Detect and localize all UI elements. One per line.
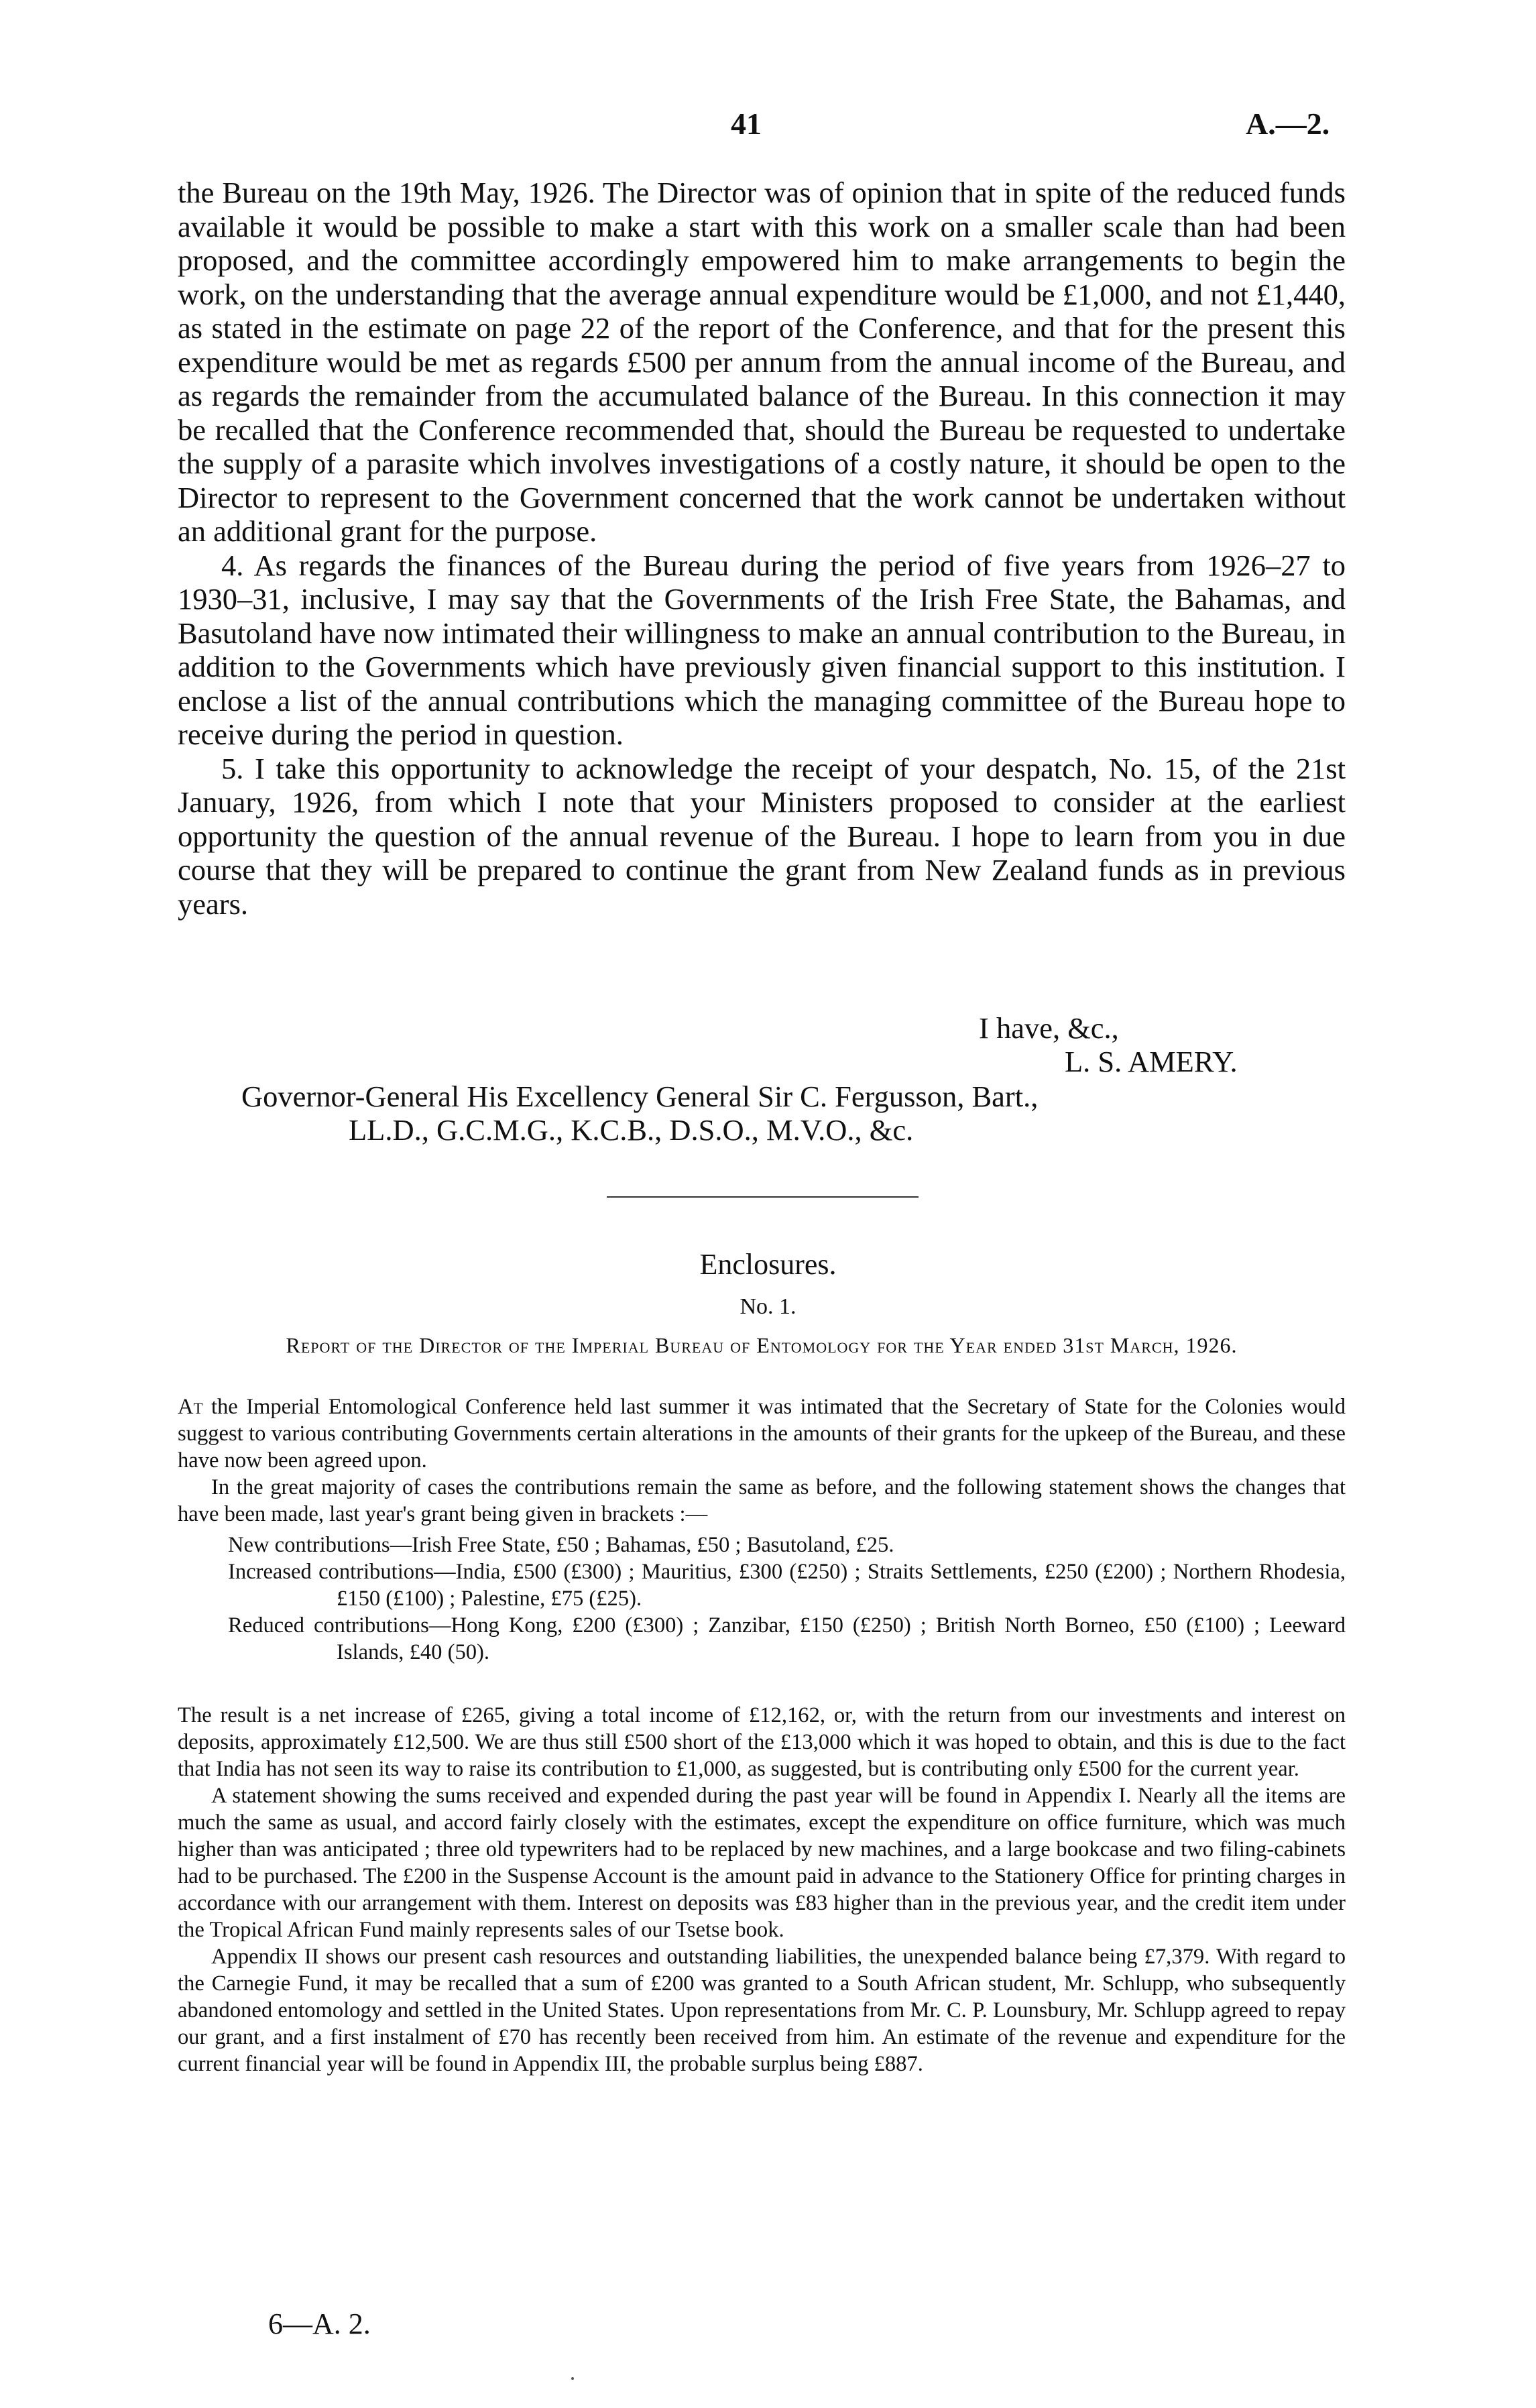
document-reference: A.—2. [1246, 107, 1330, 141]
letter-paragraph-4: 4. As regards the finances of the Bureau during the period of five years from 1926–27 to 1930–31, inclusive, I may say that the Governments of the Irish Free State, the Bahamas, and Basutoland have now intimated their willingness to make an annual contribution to the Bureau, in addition to the Governments which have previously given financial support to this institution. I enclose a list of the annual contributions which the managing committee of the Bureau hope to receive during the period in question. [178, 548, 1346, 751]
section-divider [607, 1196, 919, 1198]
letter-closing: I have, &c., [979, 1011, 1119, 1045]
printer-signature-mark: 6—A. 2. [268, 2307, 371, 2340]
letter-paragraph-continued: the Bureau on the 19th May, 1926. The Director was of opinion that in spite of the reduced funds available it would be possible to make a start with this work on a smaller scale than had been proposed, and the committee accordingly empowered him to make arrangements to begin the work, on the understanding that the average annual expenditure would be £1,000, and not £1,440, as stated in the estimate on page 22 of the report of the Conference, and that for the present this expenditure would be met as regards £500 per annum from the annual income of the Bureau, and as regards the remainder from the accumulated balance of the Bureau. In this connection it may be recalled that the Conference recommended that, should the Bureau be requested to undertake the supply of a parasite which involves investigations of a costly nature, it should be open to the Director to represent to the Government concerned that the work cannot be undertaken without an additional grant for the purpose. [178, 176, 1346, 548]
report-paragraph-4: A statement showing the sums received and expended during the past year will be found in Appendix I. Nearly all the items are much the same as usual, and accord fairly closely with the estimates, except the expenditure on office furniture, which was much higher than was anticipated ; three old typewriters had to be replaced by new machines, and a large bookcase and two filing-cabinets had to be purchased. The £200 in the Suspense Account is the amount paid in advance to the Stationery Office for printing charges in accordance with our arrangement with them. Interest on deposits was £83 higher than in the previous year, and the credit item under the Tropical African Fund mainly represents sales of our Tsetse book. [178, 1784, 1346, 1942]
intro-first-word: At [178, 1395, 203, 1419]
report-paragraph-5: Appendix II shows our present cash resources and outstanding liabilities, the unexpended balance being £7,379. With regard to the Carnegie Fund, it may be recalled that a sum of £200 was granted to a South African student, Mr. Schlupp, who subsequently abandoned entomology and settled in the United States. Upon representations from Mr. C. P. Lounsbury, Mr. Schlupp agreed to repay our grant, and a first instalment of £70 has recently been received from him. An estimate of the revenue and expenditure for the current financial year will be found in Appendix III, the probable surplus being £887. [178, 1945, 1346, 2076]
page-speck [571, 2377, 574, 2380]
report-intro [178, 1393, 1346, 1474]
intro-text: the Imperial Entomological Conference held last summer it was intimated that the Secretary of State for the Colonies would suggest to various contributing Governments certain alterations in the amounts of their grants for the upkeep of the Bureau, and these have now been agreed upon. [178, 1395, 1346, 1473]
report-heading: Report of the Director of the Imperial Bureau of Entomology for the Year ended 31st March, 1926. [286, 1333, 1238, 1357]
enclosure-number: No. 1. [740, 1294, 796, 1319]
addressee-line-2: LL.D., G.C.M.G., K.C.B., D.S.O., M.V.O., &c. [349, 1113, 914, 1147]
letter-paragraph-5: 5. I take this opportunity to acknowledge the receipt of your despatch, No. 15, of the 21st January, 1926, from which I note that your Ministers proposed to consider at the earliest opportunity the question of the annual revenue of the Bureau. I hope to learn from you in due course that they will be prepared to continue the grant from New Zealand funds as in previous years. [178, 751, 1346, 921]
contribution-change-new: New contributions—Irish Free State, £50 ; Bahamas, £50 ; Basutoland, £25. [228, 1533, 894, 1557]
page-number: 41 [731, 107, 762, 141]
report-body-part-1 [178, 1393, 1346, 1666]
letter-body [178, 176, 1346, 921]
report-paragraph-3: The result is a net increase of £265, giving a total income of £12,162, or, with the return from our investments and interest on deposits, approximately £12,500. We are thus still £500 short of the £13,000 which it was hoped to obtain, and this is due to the fact that India has not seen its way to raise its contribution to £1,000, as suggested, but is contributing only £500 for the current year. [178, 1703, 1346, 1781]
addressee-line-1: Governor-General His Excellency General Sir C. Fergusson, Bart., [241, 1080, 1039, 1113]
report-body-part-2 [178, 1702, 1346, 2077]
contribution-change-reduced: Reduced contributions—Hong Kong, £200 (£300) ; Zanzibar, £150 (£250) ; British North Borneo, £50 (£100) ; Leeward Islands, £40 (50). [228, 1613, 1346, 1664]
enclosures-title: Enclosures. [699, 1248, 837, 1281]
letter-signature: L. S. AMERY. [1065, 1045, 1238, 1078]
contribution-change-increased: Increased contributions—India, £500 (£300) ; Mauritius, £300 (£250) ; Straits Settlements, £250 (£200) ; Northern Rhodesia, £150 (£100) ; Palestine, £75 (£25). [228, 1560, 1346, 1611]
report-paragraph-2: In the great majority of cases the contributions remain the same as before, and the following statement shows the changes that have been made, last year's grant being given in brackets :— [178, 1475, 1346, 1526]
